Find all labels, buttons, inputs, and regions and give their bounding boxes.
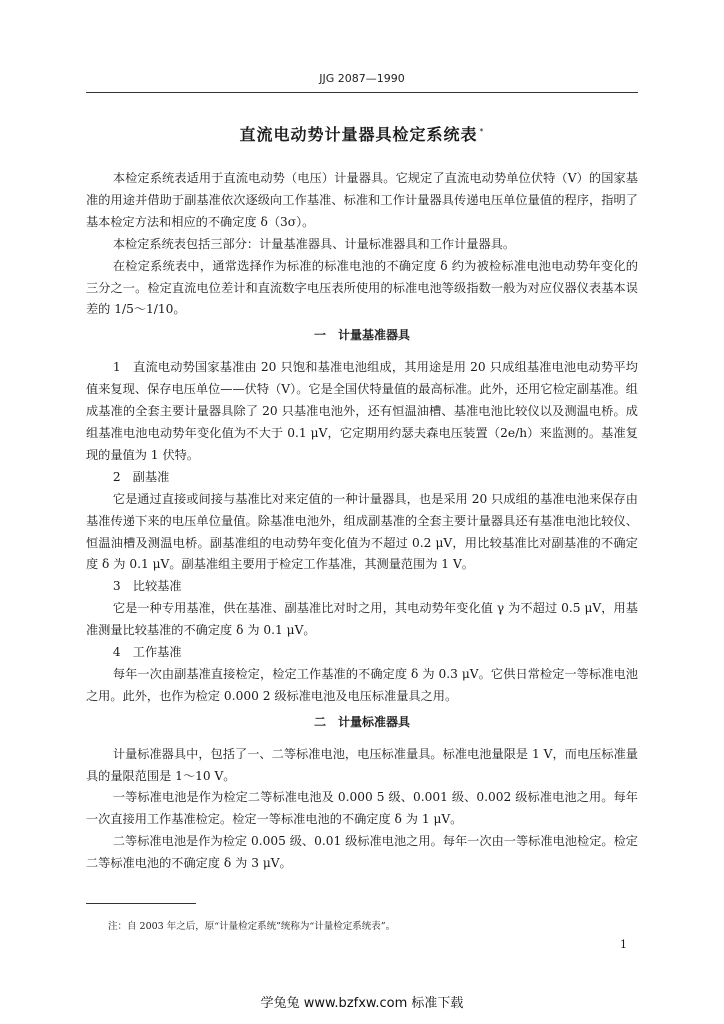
section-1-item-1: 1 直流电动势国家基准由 20 只饱和基准电池组成，其用途是用 20 只成组基准电池电动势平均值来复现、保存电压单位——伏特（V）。它是全国伏特量值的最高标准。此外，还用它检定副基准。组成基准的全套主要计量器具除了 20 只基准电池外，还有恒温油槽、基准电池比较仪以及测温电桥。成组基准电池电动势年变化值为不大于 0.1 μV，它定期用约瑟夫森电压装置（2e/h）来监测的。基准复现的量值为 1 伏特。 [86, 360, 638, 462]
document-title [0, 122, 724, 145]
intro-paragraph-3: 在检定系统表中，通常选择作为标准的标准电池的不确定度 δ 约为被检标准电池电动势年变化的三分之一。检定直流电位差计和直流数字电压表所使用的标准电池等级指数一般为对应仪器仪表基本误差的 1/5～1/10。 [86, 258, 638, 317]
section-1-item-4-label: 4 工作基准 [112, 645, 182, 660]
section-1-item-2-label: 2 副基准 [112, 469, 170, 484]
title-text: 直流电动势计量器具检定系统表 [239, 125, 478, 144]
section-1-item-4: 每年一次由副基准直接检定，检定工作基准的不确定度 δ 为 0.3 μV。它供日常检定一等标准电池之用。此外，也作为检定 0.000 2 级标准电池及电压标准量具之用。 [86, 666, 638, 703]
section-1-item-3: 它是一种专用基准，供在基准、副基准比对时之用，其电动势年变化值 γ 为不超过 0.5 μV，用基准测量比较基准的不确定度 δ 为 0.1 μV。 [86, 601, 638, 638]
footnote: 注：自 2003 年之后，原“计量检定系统”统称为“计量检定系统表”。 [108, 921, 396, 932]
document-code-header: JJG 2087—1990 [319, 72, 405, 85]
site-footer-link[interactable]: 学兔兔 www.bzfxw.com 标准下载 [260, 996, 464, 1011]
section-2-paragraph-2: 一等标准电池是作为检定二等标准电池及 0.000 5 级、0.001 级、0.002 级标准电池之用。每年一次直接用工作基准检定。检定一等标准电池的不确定度 δ 为 1 μV。 [86, 790, 638, 827]
section-1-heading: 一 计量基准器具 [313, 328, 410, 343]
title-footnote-mark: * [479, 127, 485, 136]
section-2-paragraph-3: 二等标准电池是作为检定 0.005 级、0.01 级标准电池之用。每年一次由一等标准电池检定。检定二等标准电池的不确定度 δ 为 3 μV。 [86, 834, 638, 871]
intro-paragraph-2: 本检定系统表包括三部分：计量基准器具、计量标准器具和工作计量器具。 [112, 236, 516, 251]
header-divider [86, 92, 638, 93]
page-number: 1 [620, 938, 627, 951]
section-1-item-3-label: 3 比较基准 [112, 579, 182, 594]
footnote-divider [86, 903, 196, 904]
intro-paragraph-1: 本检定系统表适用于直流电动势（电压）计量器具。它规定了直流电动势单位伏特（V）的国家基准的用途并借助于副基准依次逐级向工作基准、标准和工作计量器具传递电压单位量值的程序，指明了基本检定方法和相应的不确定度 δ（3σ）。 [86, 171, 638, 229]
section-2-paragraph-1: 计量标准器具中，包括了一、二等标准电池，电压标准量具。标准电池量限是 1 V，而电压标准量具的量限范围是 1～10 V。 [86, 746, 638, 783]
document-body [86, 168, 638, 875]
section-2-heading: 二 计量标准器具 [313, 714, 410, 729]
section-1-item-2: 它是通过直接或间接与基准比对来定值的一种计量器具，也是采用 20 只成组的基准电池来保存由基准传递下来的电压单位量值。除基准电池外，组成副基准的全套主要计量器具还有基准电池比较仪、恒温油槽及测温电桥。副基准组的电动势年变化值为不超过 0.2 μV，用比较基准比对副基准的不确定度 δ 为 0.1 μV。副基准组主要用于检定工作基准，其测量范围为 1 V。 [86, 491, 638, 572]
